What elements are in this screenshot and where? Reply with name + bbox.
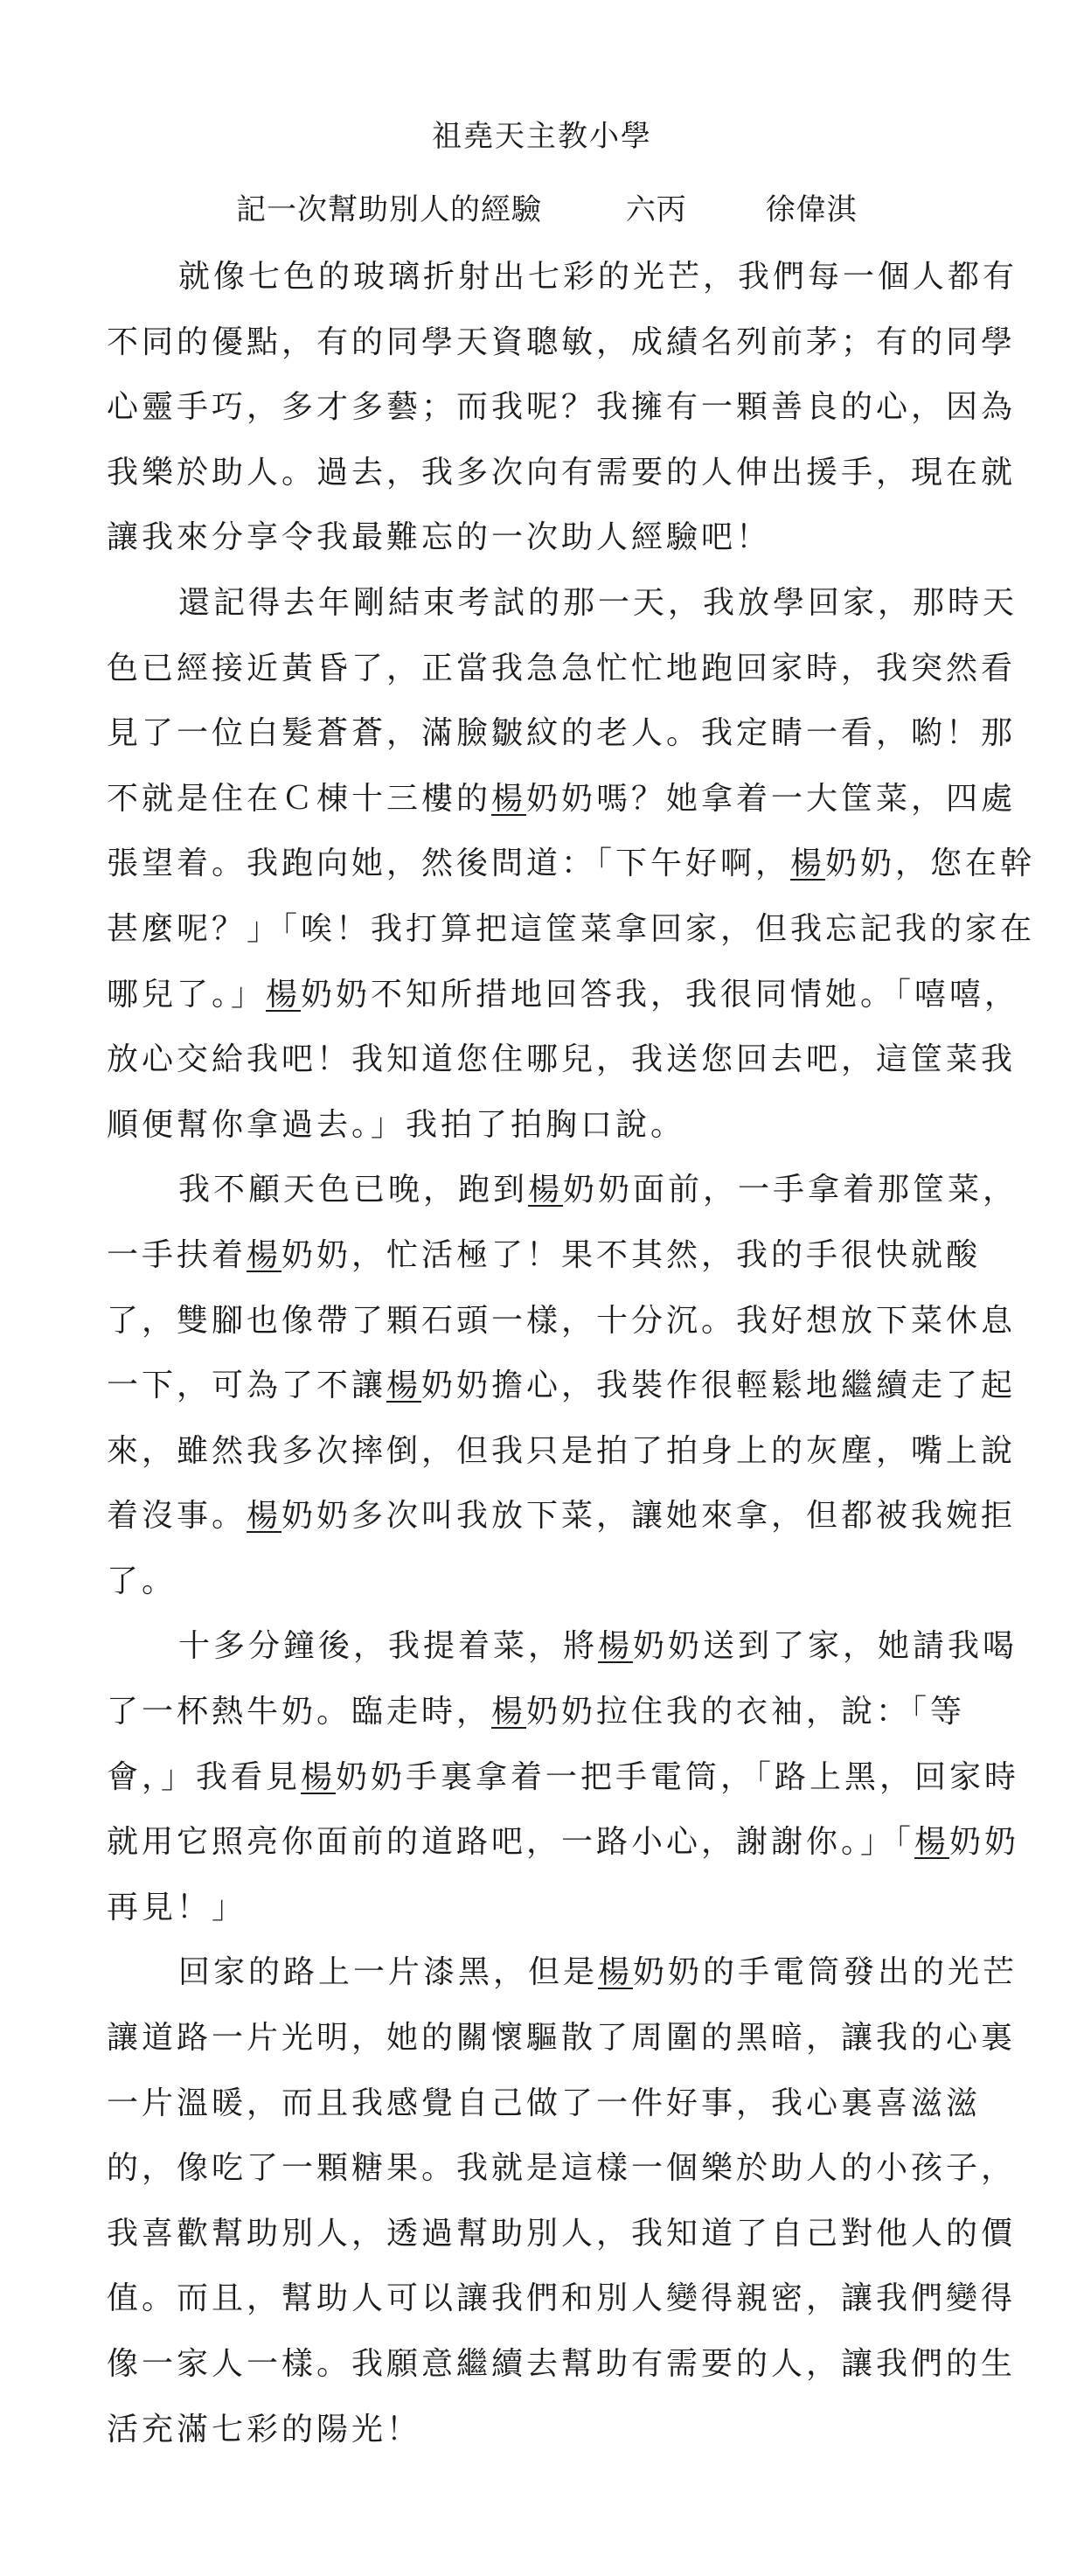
text-line: 活充滿七彩的陽光！ bbox=[107, 2411, 422, 2447]
text-line: 的，像吃了一顆糖果。我就是這樣一個樂於助人的小孩子， bbox=[107, 2150, 1017, 2187]
text-line: 張望着。我跑向她，然後問道：「下午好啊，楊奶奶，您在幹 bbox=[107, 846, 1036, 882]
text-line: 讓我來分享令我最難忘的一次助人經驗吧！ bbox=[107, 519, 772, 556]
text-line: 心靈手巧，多才多藝；而我呢？我擁有一顆善良的心，因為 bbox=[107, 389, 1017, 426]
essay-body bbox=[107, 245, 1036, 2462]
text-line: 一片溫暖，而且我感覺自己做了一件好事，我心裏喜滋滋 bbox=[107, 2085, 982, 2121]
paragraph bbox=[107, 1614, 1020, 1940]
text-line: 我不顧天色已晚，跑到楊奶奶面前，一手拿着那筐菜， bbox=[178, 1172, 1018, 1208]
text-line: 值。而且，幫助人可以讓我們和別人變得親密，讓我們變得 bbox=[107, 2280, 1017, 2317]
text-line: 哪兒了。」楊奶奶不知所措地回答我，我很同情她。「嘻嘻， bbox=[107, 976, 1020, 1013]
paragraph bbox=[107, 245, 1018, 571]
text-line: 色已經接近黃昏了，正當我急急忙忙地跑回家時，我突然看 bbox=[107, 650, 1017, 686]
text-line: 了一杯熱牛奶。臨走時，楊奶奶拉住我的衣袖，說：「等 bbox=[107, 1694, 966, 1730]
paragraph bbox=[107, 571, 1036, 1158]
text-line: 十多分鐘後，我提着菜，將楊奶奶送到了家，她請我喝 bbox=[178, 1628, 1018, 1665]
text-line: 回家的路上一片漆黑，但是楊奶奶的手電筒發出的光芒 bbox=[178, 1954, 1018, 1991]
text-line: 來，雖然我多次摔倒，但我只是拍了拍身上的灰塵，嘴上說 bbox=[107, 1432, 1017, 1469]
text-line: 順便幫你拿過去。」我拍了拍胸口說。 bbox=[107, 1106, 686, 1143]
text-line: 見了一位白髮蒼蒼，滿臉皺紋的老人。我定睛一看，喲！那 bbox=[107, 715, 1017, 752]
text-line: 讓道路一片光明，她的關懷驅散了周圍的黑暗，讓我的心裏 bbox=[107, 2020, 1017, 2057]
paragraph bbox=[107, 1158, 1018, 1614]
text-line: 了，雙腳也像帶了顆石頭一樣，十分沉。我好想放下菜休息 bbox=[107, 1302, 1017, 1339]
text-line: 我喜歡幫助別人，透過幫助別人，我知道了自己對他人的價 bbox=[107, 2215, 1017, 2252]
essay-title: 記一次幫助別人的經驗 bbox=[236, 192, 542, 227]
text-line: 一手扶着楊奶奶，忙活極了！果不其然，我的手很快就酸 bbox=[107, 1236, 982, 1273]
text-line: 着沒事。楊奶奶多次叫我放下菜，讓她來拿，但都被我婉拒 bbox=[107, 1498, 1017, 1535]
text-line: 放心交給我吧！我知道您住哪兒，我送您回去吧，這筐菜我 bbox=[107, 1041, 1017, 1078]
text-line: 像一家人一樣。我願意繼續去幫助有需要的人，讓我們的生 bbox=[107, 2346, 1017, 2382]
paragraph bbox=[107, 1940, 1018, 2462]
author-name: 徐偉淇 bbox=[765, 192, 858, 227]
text-line: 就像七色的玻璃折射出七彩的光芒，我們每一個人都有 bbox=[178, 259, 1018, 295]
text-line: 甚麼呢？」「唉！我打算把這筐菜拿回家，但我忘記我的家在 bbox=[107, 910, 1036, 947]
essay-heading bbox=[236, 185, 858, 228]
text-line: 再見！」 bbox=[107, 1889, 247, 1925]
text-line: 不就是住在Ｃ棟十三樓的楊奶奶嗎？她拿着一大筐菜，四處 bbox=[107, 780, 1017, 817]
school-name: 祖堯天主教小學 bbox=[432, 119, 652, 154]
text-line: 我樂於助人。過去，我多次向有需要的人伸出援手，現在就 bbox=[107, 454, 1017, 491]
text-line: 會，」我看見楊奶奶手裏拿着一把手電筒，「路上黑，回家時 bbox=[107, 1758, 1020, 1795]
text-line: 就用它照亮你面前的道路吧，一路小心，謝謝你。」「楊奶奶 bbox=[107, 1824, 1020, 1861]
text-line: 還記得去年剛結束考試的那一天，我放學回家，那時天 bbox=[178, 584, 1018, 621]
text-line: 不同的優點，有的同學天資聰敏，成績名列前茅；有的同學 bbox=[107, 324, 1017, 360]
text-line: 一下，可為了不讓楊奶奶擔心，我裝作很輕鬆地繼續走了起 bbox=[107, 1368, 1017, 1404]
text-line: 了。 bbox=[107, 1563, 177, 1599]
class-name: 六丙 bbox=[625, 192, 687, 227]
